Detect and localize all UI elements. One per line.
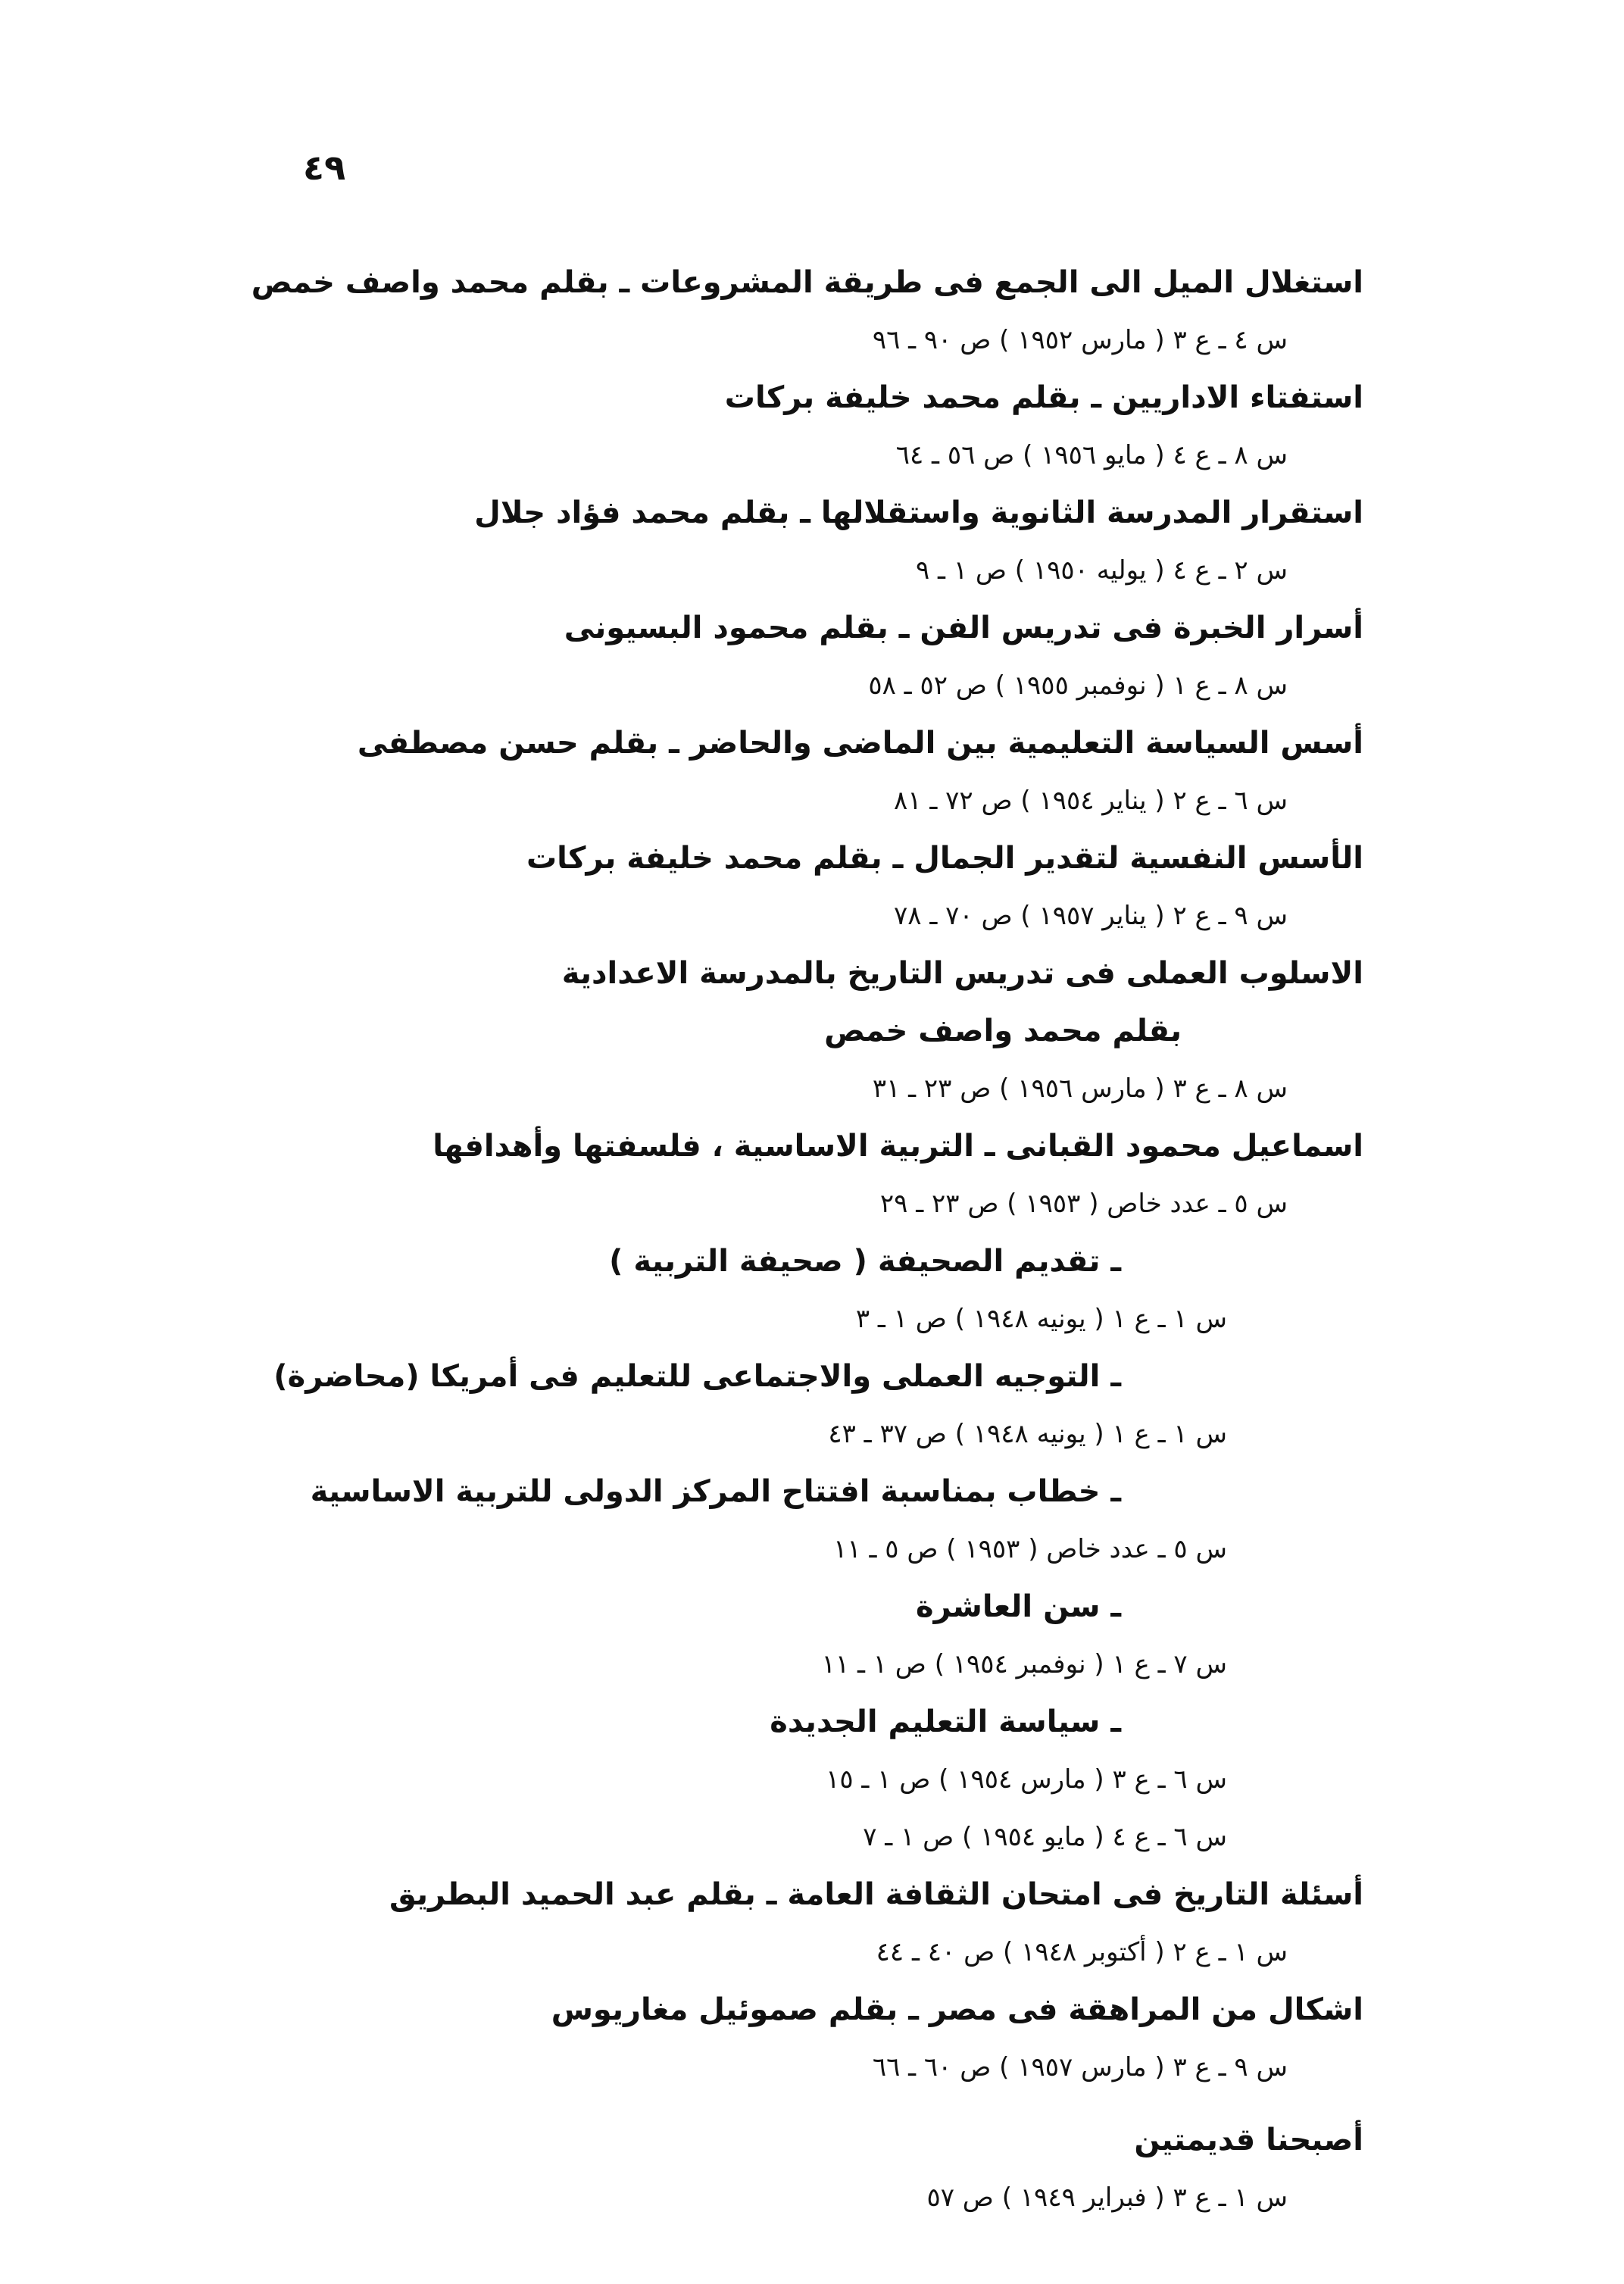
entry-reference: س ٢ ـ ع ٤ ( يوليه ١٩٥٠ ) ص ١ ـ ٩ bbox=[915, 555, 1288, 586]
index-entry bbox=[251, 254, 1363, 369]
subentry-title: ـ سياسة التعليم الجديدة bbox=[770, 1704, 1121, 1739]
index-list bbox=[251, 254, 1363, 2226]
subentry-title: ـ تقديم الصحيفة ( صحيفة التربية ) bbox=[609, 1244, 1121, 1279]
index-entry bbox=[258, 2111, 1363, 2226]
entry-reference: س ٦ ـ ع ٣ ( مارس ١٩٥٤ ) ص ١ ـ ١٥ bbox=[826, 1764, 1227, 1795]
index-subentry bbox=[258, 1348, 1363, 1463]
entry-reference: س ٧ ـ ع ١ ( نوفمبر ١٩٥٤ ) ص ١ ـ ١١ bbox=[821, 1649, 1227, 1679]
entry-title: استقرار المدرسة الثانوية واستقلالها ـ بقلم محمد فؤاد جلال bbox=[474, 495, 1363, 530]
page-number: ٤٩ bbox=[303, 147, 346, 188]
entry-title: أسرار الخبرة فى تدريس الفن ـ بقلم محمود البسيونى bbox=[564, 611, 1363, 645]
entry-title: أسئلة التاريخ فى امتحان الثقافة العامة ـ بقلم عبد الحميد البطريق bbox=[389, 1877, 1363, 1912]
index-entry bbox=[258, 369, 1363, 484]
entry-reference: س ٩ ـ ع ٢ ( يناير ١٩٥٧ ) ص ٧٠ ـ ٧٨ bbox=[894, 901, 1288, 931]
entry-reference-second: س ٦ ـ ع ٤ ( مايو ١٩٥٤ ) ص ١ ـ ٧ bbox=[863, 1822, 1227, 1852]
index-subentry bbox=[258, 1578, 1363, 1693]
entry-reference: س ٦ ـ ع ٢ ( يناير ١٩٥٤ ) ص ٧٢ ـ ٨١ bbox=[894, 786, 1288, 816]
entry-title: استغلال الميل الى الجمع فى طريقة المشروعات ـ بقلم محمد واصف خمص bbox=[251, 265, 1363, 300]
index-entry bbox=[258, 599, 1363, 714]
entry-title: استفتاء الاداريين ـ بقلم محمد خليفة بركات bbox=[724, 380, 1363, 415]
entry-title: اشكال من المراهقة فى مصر ـ بقلم صموئيل مغاريوس bbox=[551, 1992, 1363, 2027]
entry-title: أسس السياسة التعليمية بين الماضى والحاضر ـ بقلم حسن مصطفى bbox=[357, 726, 1363, 761]
entry-reference: س ١ ـ ع ١ ( يونيه ١٩٤٨ ) ص ١ ـ ٣ bbox=[855, 1304, 1227, 1334]
entry-reference: س ٩ ـ ع ٣ ( مارس ١٩٥٧ ) ص ٦٠ ـ ٦٦ bbox=[872, 2052, 1288, 2082]
entry-title: الأسس النفسية لتقدير الجمال ـ بقلم محمد خليفة بركات bbox=[526, 841, 1363, 876]
entry-title: اسماعيل محمود القبانى ـ التربية الاساسية ، فلسفتها وأهدافها bbox=[433, 1129, 1363, 1164]
index-entry bbox=[258, 945, 1363, 1117]
entry-reference: س ١ ـ ع ١ ( يونيه ١٩٤٨ ) ص ٣٧ ـ ٤٣ bbox=[828, 1419, 1227, 1449]
entry-reference: س ١ ـ ع ٣ ( فبراير ١٩٤٩ ) ص ٥٧ bbox=[926, 2182, 1288, 2213]
index-entry bbox=[258, 830, 1363, 945]
index-entry bbox=[258, 1117, 1363, 1233]
entry-reference: س ٨ ـ ع ٣ ( مارس ١٩٥٦ ) ص ٢٣ ـ ٣١ bbox=[872, 1073, 1288, 1104]
entry-reference: س ٨ ـ ع ١ ( نوفمبر ١٩٥٥ ) ص ٥٢ ـ ٥٨ bbox=[868, 670, 1288, 701]
subentry-title: ـ التوجيه العملى والاجتماعى للتعليم فى أمريكا (محاضرة) bbox=[273, 1359, 1121, 1394]
entry-reference: س ١ ـ ع ٢ ( أكتوبر ١٩٤٨ ) ص ٤٠ ـ ٤٤ bbox=[876, 1937, 1288, 1967]
index-subentry bbox=[258, 1233, 1363, 1348]
index-subentry bbox=[258, 1693, 1363, 1866]
entry-reference: س ٨ ـ ع ٤ ( مايو ١٩٥٦ ) ص ٥٦ ـ ٦٤ bbox=[895, 440, 1288, 470]
index-entry bbox=[258, 1866, 1363, 1981]
entry-reference: س ٥ ـ عدد خاص ( ١٩٥٣ ) ص ٥ ـ ١١ bbox=[833, 1534, 1227, 1564]
entry-title: أصبحنا قديمتين bbox=[1134, 2123, 1363, 2157]
subentry-title: ـ خطاب بمناسبة افتتاح المركز الدولى للتربية الاساسية bbox=[310, 1474, 1121, 1509]
entry-author: بقلم محمد واصف خمص bbox=[824, 1014, 1182, 1048]
index-subentry bbox=[258, 1463, 1363, 1578]
spacer bbox=[258, 2096, 1363, 2111]
entry-title: الاسلوب العملى فى تدريس التاريخ بالمدرسة الاعدادية bbox=[561, 956, 1363, 991]
index-entry bbox=[258, 1981, 1363, 2096]
entry-reference: س ٥ ـ عدد خاص ( ١٩٥٣ ) ص ٢٣ ـ ٢٩ bbox=[879, 1189, 1288, 1219]
index-entry bbox=[258, 714, 1363, 830]
subentry-title: ـ سن العاشرة bbox=[915, 1589, 1121, 1624]
entry-reference: س ٤ ـ ع ٣ ( مارس ١٩٥٢ ) ص ٩٠ ـ ٩٦ bbox=[872, 325, 1288, 355]
index-entry bbox=[258, 484, 1363, 599]
